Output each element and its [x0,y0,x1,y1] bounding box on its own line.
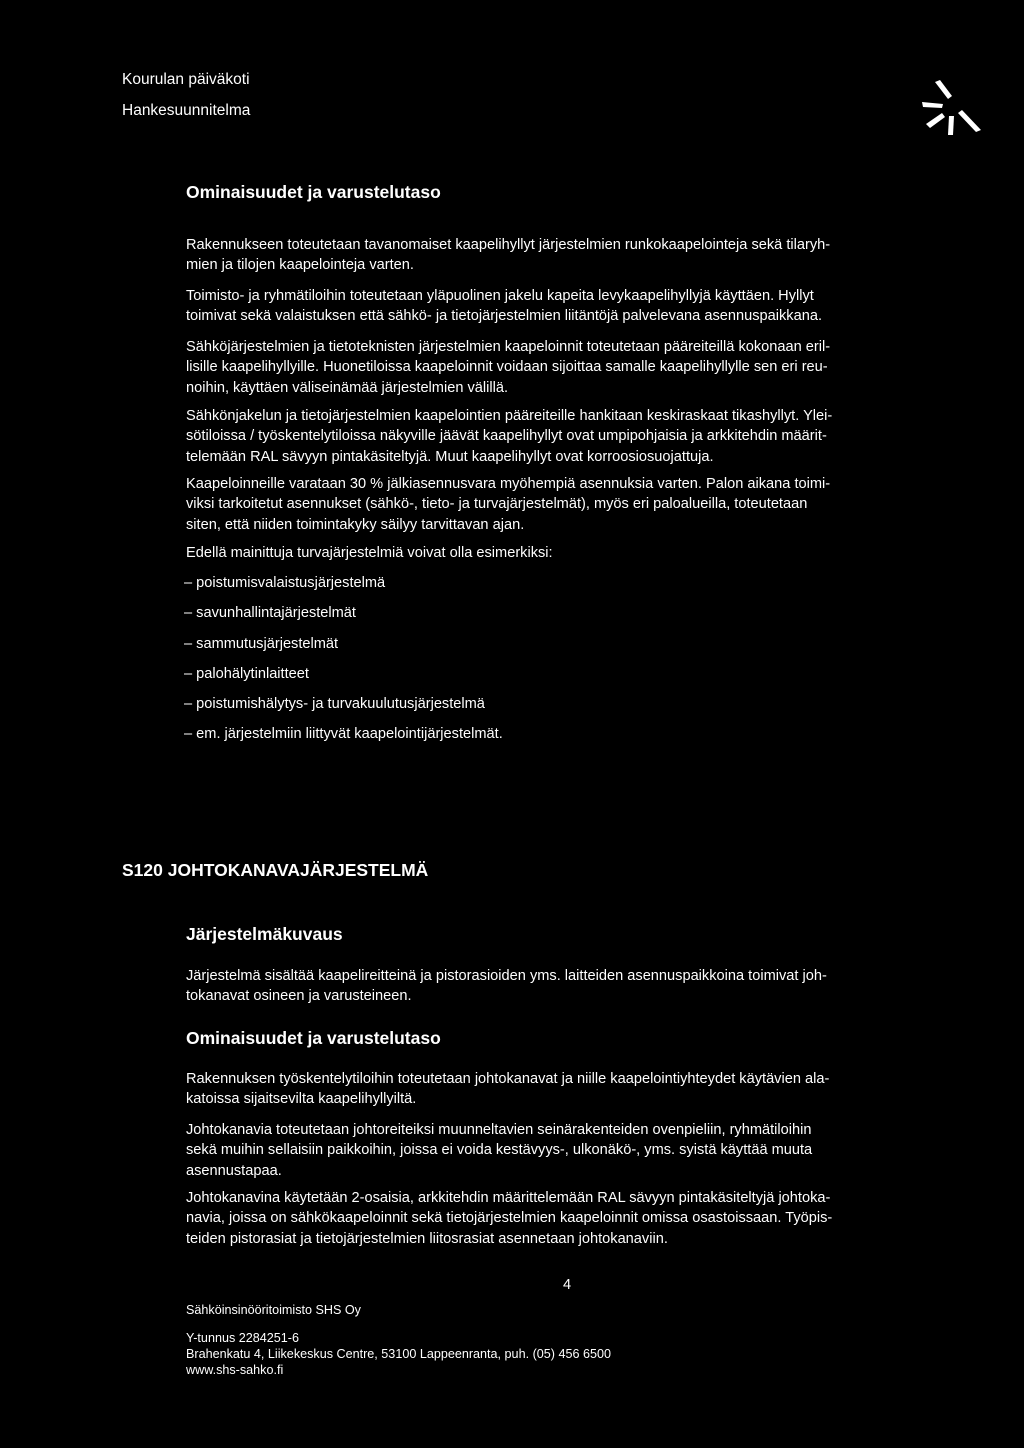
page-number: 4 [563,1277,572,1293]
paragraph-line: Järjestelmä sisältää kaapelireitteinä ja pistorasioiden yms. laitteiden asennuspaikkoina toimivat joh- [186,968,827,984]
paragraph-line: navia, joissa on sähkökaapeloinnit sekä tietojärjestelmien kaapeloinnit omissa osastoissaan. Työpis- [186,1210,833,1227]
paragraph-line: lisille kaapelihyllyille. Huonetiloissa kaapeloinnit voidaan sijoittaa samalle kaapelihyllylle sen eri reu- [186,359,828,376]
footer-website-link[interactable]: www.shs-sahko.fi [186,1363,284,1377]
footer-business-id: Y-tunnus 2284251-6 [186,1331,299,1345]
list-item: – sammutusjärjestelmät [184,636,339,652]
paragraph-3 [186,337,956,398]
paragraph-line: Johtokanavia toteutetaan johtoreiteiksi muunneltavien seinärakenteiden ovenpieliin, ryhmätiloihin [186,1122,812,1138]
paragraph-line: siten, että niiden toimintakyky säilyy tarvittavan ajan. [186,516,525,533]
paragraph-line: noihin, käyttäen väliseinämää järjestelmien välillä. [186,379,509,396]
paragraph-line: katoissa sijaitsevilta kaapelihyllyiltä. [186,1091,417,1108]
section-heading-ominaisuudet-2: Ominaisuudet ja varustelutaso [186,1028,441,1048]
paragraph-line: Edellä mainittuja turvajärjestelmiä voivat olla esimerkiksi: [186,545,553,561]
main-section-title: S120 JOHTOKANAVAJÄRJESTELMÄ [122,860,429,880]
paragraph-line: viksi tarkoitetut asennukset (sähkö-, tieto- ja turvajärjestelmät), myös eri paloalueilla, toteutetaan [186,496,808,513]
footer-address: Brahenkatu 4, Liikekeskus Centre, 53100 Lappeenranta, puh. (05) 456 6500 [186,1347,611,1361]
paragraph-line: sekä muihin sellaisiin paikkoihin, joissa ei voida kestävyys-, ulkonäkö-, yms. syistä käyttää muuta [186,1142,813,1159]
paragraph-4 [186,406,956,467]
paragraph-10 [186,1188,956,1249]
section-heading-ominaisuudet: Ominaisuudet ja varustelutaso [186,182,441,202]
footer-company: Sähköinsinööritoimisto SHS Oy [186,1303,361,1317]
list-item: – poistumisvalaistusjärjestelmä [184,575,386,591]
paragraph-1 [186,235,956,276]
paragraph-line: Johtokanavina käytetään 2-osaisia, arkkitehdin määrittelemään RAL sävyyn pintakäsiteltyjä johtoka- [186,1190,831,1206]
paragraph-line: Sähköjärjestelmien ja tietoteknisten järjestelmien kaapeloinnit toteutetaan pääreiteillä kokonaan eril- [186,339,831,355]
paragraph-line: telemään RAL sävyyn pintakäsiteltyjä. Muut kaapelihyllyt ovat korroosiosuojattuja. [186,448,714,465]
paragraph-6 [186,543,956,563]
paragraph-line: Toimisto- ja ryhmätiloihin toteutetaan yläpuolinen jakelu kapeita levykaapelihyllyjä käyttäen. Hyllyt [186,288,814,304]
paragraph-line: tokanavat osineen ja varusteineen. [186,988,412,1005]
paragraph-line: mien ja tilojen kaapelointeja varten. [186,257,414,274]
paragraph-line: Rakennukseen toteutetaan tavanomaiset kaapelihyllyt järjestelmien runkokaapelointeja sekä tilaryh- [186,237,831,253]
list-item: – em. järjestelmiin liittyvät kaapelointijärjestelmät. [184,726,503,742]
paragraph-9 [186,1120,956,1181]
paragraph-2 [186,286,956,327]
section-heading-jarjestelmakuvaus: Järjestelmäkuvaus [186,924,343,944]
paragraph-line: Sähkönjakelun ja tietojärjestelmien kaapelointien pääreiteille hankitaan keskiraskaat tikashyllyt. Ylei- [186,408,833,424]
paragraph-7 [186,966,956,1007]
header-document-type: Hankesuunnitelma [122,102,251,119]
list-item: – poistumishälytys- ja turvakuulutusjärjestelmä [184,696,485,712]
paragraph-line: Kaapeloinneille varataan 30 % jälkiasennusvara myöhempiä asennuksia varten. Palon aikana toimi- [186,476,831,492]
list-item: – savunhallintajärjestelmät [184,605,356,621]
paragraph-line: asennustapaa. [186,1162,282,1179]
paragraph-8 [186,1069,956,1110]
paragraph-5 [186,474,956,535]
paragraph-line: Rakennuksen työskentelytiloihin toteutetaan johtokanavat ja niille kaapelointiyhteydet käytävien ala- [186,1071,830,1087]
header-project-name: Kourulan päiväkoti [122,71,250,88]
shs-logo-icon [922,80,984,136]
list-item: – palohälytinlaitteet [184,666,309,682]
paragraph-line: sötiloissa / työskentelytiloissa näkyville jäävät kaapelihyllyt ovat umpipohjaisia ja arkkitehdin määrit- [186,428,827,445]
paragraph-line: toimivat sekä valaistuksen että sähkö- ja tietojärjestelmien liitäntöjä palvelevana asennuspaikkana. [186,308,822,325]
paragraph-line: teiden pistorasiat ja tietojärjestelmien liitosrasiat asennetaan johtokanaviin. [186,1230,668,1247]
